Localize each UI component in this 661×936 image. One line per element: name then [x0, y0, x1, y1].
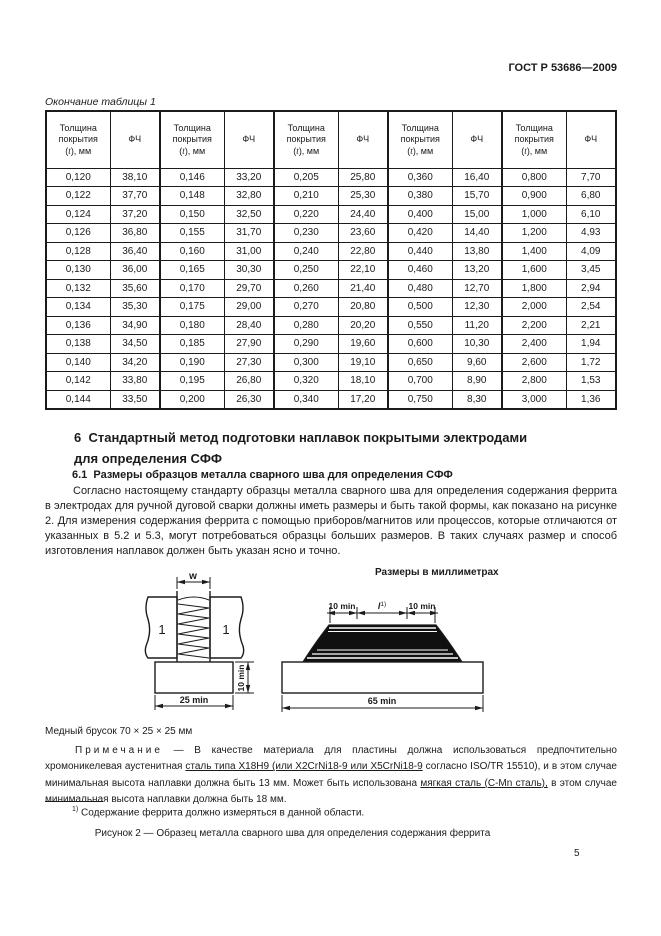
table-cell: 23,60	[338, 224, 388, 243]
table-cell: 0,195	[160, 372, 224, 391]
table-cell: 28,40	[224, 316, 274, 335]
section-6-heading	[74, 427, 579, 469]
table-cell: 12,70	[452, 279, 502, 298]
table-cell: 0,460	[388, 261, 452, 280]
col-header-fn: ФЧ	[110, 111, 160, 168]
table-cell: 24,40	[338, 205, 388, 224]
table-cell: 34,50	[110, 335, 160, 354]
col-header-thickness: Толщина покрытия (t), мм	[388, 111, 452, 168]
table-cell: 0,340	[274, 390, 338, 409]
table-cell: 36,40	[110, 242, 160, 261]
footnote-separator	[45, 801, 103, 802]
table-cell: 2,94	[566, 279, 616, 298]
table-cell: 32,80	[224, 187, 274, 206]
table-cell: 21,40	[338, 279, 388, 298]
table-cell: 0,190	[160, 353, 224, 372]
figure-2-drawing	[45, 558, 616, 720]
left-base-dim-label: 25 min	[179, 695, 209, 705]
table-cell: 0,550	[388, 316, 452, 335]
table-cell: 0,360	[388, 168, 452, 187]
table-cell: 17,20	[338, 390, 388, 409]
col-header-thickness: Толщина покрытия (t), мм	[160, 111, 224, 168]
section-6-heading-line2: для определения СФФ	[74, 451, 222, 466]
table-continuation-label: Окончание таблицы 1	[45, 96, 156, 108]
table-cell: 0,148	[160, 187, 224, 206]
table-cell: 33,50	[110, 390, 160, 409]
table-cell: 38,10	[110, 168, 160, 187]
table-cell: 0,600	[388, 335, 452, 354]
note-paragraph	[45, 743, 617, 809]
table-cell: 27,90	[224, 335, 274, 354]
table-cell: 0,160	[160, 242, 224, 261]
table-cell: 0,126	[46, 224, 110, 243]
table-cell: 0,138	[46, 335, 110, 354]
table-cell: 37,20	[110, 205, 160, 224]
table-cell: 22,80	[338, 242, 388, 261]
table-cell: 35,30	[110, 298, 160, 317]
left-base-plate	[155, 662, 233, 693]
table-cell: 0,142	[46, 372, 110, 391]
table-cell: 0,260	[274, 279, 338, 298]
col-header-fn: ФЧ	[452, 111, 502, 168]
table-cell: 11,20	[452, 316, 502, 335]
table-cell: 1,36	[566, 390, 616, 409]
right-base-dim-label: 65 min	[367, 696, 397, 706]
table-cell: 0,700	[388, 372, 452, 391]
table-cell: 0,240	[274, 242, 338, 261]
right-base-plate	[282, 662, 483, 693]
table-cell: 0,750	[388, 390, 452, 409]
table-cell: 30,30	[224, 261, 274, 280]
col-header-thickness: Толщина покрытия (t), мм	[46, 111, 110, 168]
table-cell: 25,30	[338, 187, 388, 206]
table-cell: 0,900	[502, 187, 566, 206]
table-cell: 7,70	[566, 168, 616, 187]
table-cell: 31,70	[224, 224, 274, 243]
table-cell: 0,800	[502, 168, 566, 187]
table-cell: 0,480	[388, 279, 452, 298]
table-cell: 0,165	[160, 261, 224, 280]
table-row	[46, 279, 616, 298]
table-cell: 13,80	[452, 242, 502, 261]
table-cell: 33,20	[224, 168, 274, 187]
table-cell: 26,30	[224, 390, 274, 409]
right-block-number: 1	[222, 622, 230, 637]
note-text: согласно ISO/TR 15510), и в этом случае минимальная высота наплавки должна быть 13 мм. Может быть использована	[45, 761, 617, 789]
table-row	[46, 187, 616, 206]
table-row	[46, 390, 616, 409]
table-cell: 0,380	[388, 187, 452, 206]
table-row	[46, 224, 616, 243]
table-cell: 3,000	[502, 390, 566, 409]
col-header-thickness: Толщина покрытия (t), мм	[502, 111, 566, 168]
table-cell: 1,200	[502, 224, 566, 243]
table-cell: 34,90	[110, 316, 160, 335]
table-cell: 16,40	[452, 168, 502, 187]
table-cell: 9,60	[452, 353, 502, 372]
table-cell: 0,134	[46, 298, 110, 317]
weld-beads	[178, 597, 209, 658]
table-cell: 19,10	[338, 353, 388, 372]
table-cell: 1,72	[566, 353, 616, 372]
table-cell: 0,650	[388, 353, 452, 372]
table-cell: 0,170	[160, 279, 224, 298]
table-row	[46, 298, 616, 317]
table-cell: 2,54	[566, 298, 616, 317]
right-left-dim-label: 10 min	[328, 601, 356, 611]
table-cell: 0,220	[274, 205, 338, 224]
table-cell: 12,30	[452, 298, 502, 317]
table-cell: 2,800	[502, 372, 566, 391]
table-cell: 0,200	[160, 390, 224, 409]
table-cell: 2,21	[566, 316, 616, 335]
table-cell: 2,600	[502, 353, 566, 372]
table-cell: 0,155	[160, 224, 224, 243]
table-cell: 0,150	[160, 205, 224, 224]
footnote-marker: 1)	[72, 806, 79, 813]
table-cell: 0,440	[388, 242, 452, 261]
right-right-dim-label: 10 min	[408, 601, 436, 611]
table-cell: 2,200	[502, 316, 566, 335]
table-cell: 3,45	[566, 261, 616, 280]
col-header-thickness: Толщина покрытия (t), мм	[274, 111, 338, 168]
table-cell: 0,420	[388, 224, 452, 243]
table-cell: 27,30	[224, 353, 274, 372]
col-header-fn: ФЧ	[338, 111, 388, 168]
table-cell: 26,80	[224, 372, 274, 391]
table-cell: 15,70	[452, 187, 502, 206]
table-cell: 6,10	[566, 205, 616, 224]
copper-bar-label: Медный брусок 70 × 25 × 25 мм	[45, 726, 193, 737]
table-cell: 4,93	[566, 224, 616, 243]
table-cell: 37,70	[110, 187, 160, 206]
table-cell: 6,80	[566, 187, 616, 206]
table-cell: 22,10	[338, 261, 388, 280]
table-row	[46, 316, 616, 335]
table-cell: 29,00	[224, 298, 274, 317]
table-cell: 0,140	[46, 353, 110, 372]
table-cell: 13,20	[452, 261, 502, 280]
table-cell: 36,80	[110, 224, 160, 243]
table-row	[46, 372, 616, 391]
ferrite-number-table	[45, 110, 617, 410]
note-underlined-text: сталь типа Х18Н9 (или X2CrNi18-9 или X5CrNi18-9	[185, 761, 423, 773]
table-row	[46, 242, 616, 261]
footnote-text: Содержание феррита должно измеряться в данной области.	[81, 807, 365, 819]
deposit-length-dim-label: $l^{1)}$	[377, 601, 387, 611]
table-cell: 2,400	[502, 335, 566, 354]
footnote	[45, 806, 617, 818]
table-cell: 0,132	[46, 279, 110, 298]
left-block-number: 1	[158, 622, 166, 637]
table-row	[46, 261, 616, 280]
table-cell: 0,146	[160, 168, 224, 187]
table-cell: 33,80	[110, 372, 160, 391]
page-number: 5	[574, 848, 580, 859]
table-cell: 25,80	[338, 168, 388, 187]
table-cell: 18,10	[338, 372, 388, 391]
w-dimension-label: w	[189, 571, 197, 582]
table-body	[46, 168, 616, 409]
table-cell: 0,320	[274, 372, 338, 391]
table-row	[46, 205, 616, 224]
table-cell: 0,136	[46, 316, 110, 335]
table-cell: 0,124	[46, 205, 110, 224]
table-cell: 1,800	[502, 279, 566, 298]
table-cell: 0,500	[388, 298, 452, 317]
right-diagram	[282, 601, 483, 712]
table-cell: 0,270	[274, 298, 338, 317]
table-cell: 0,128	[46, 242, 110, 261]
table-cell: 8,30	[452, 390, 502, 409]
note-label: Примечание	[75, 745, 163, 756]
table-cell: 0,175	[160, 298, 224, 317]
col-header-fn: ФЧ	[224, 111, 274, 168]
section-6-1-paragraph: Согласно настоящему стандарту образцы металла сварного шва для определения содержания феррита в электродах для ручной дуговой сварки должны иметь размеры и быть такой формы, как показано на рисунке 2. Для измерения содержания феррита с помощью приборов/магнитов или процессов, которые отличаются от указанных в 5.2 и 5.3, могут потребоваться образцы больших размеров. В таких случаях размер и способ изготовления наплавок должен быть указан ясно и точно.	[45, 485, 617, 557]
table-cell: 0,230	[274, 224, 338, 243]
table-cell: 0,185	[160, 335, 224, 354]
note-text: в этом случае минимальная высота наплавки должна быть 18 мм.	[45, 777, 617, 806]
table-cell: 8,90	[452, 372, 502, 391]
note-text: — В качестве материала для пластины должна использоваться предпочтительно хромоникелевая аустенитная	[45, 745, 617, 773]
table-cell: 0,290	[274, 335, 338, 354]
section-6-heading-line1: 6 Стандартный метод подготовки наплавок покрытыми электродами	[74, 430, 528, 445]
table-cell: 1,53	[566, 372, 616, 391]
table-cell: 20,20	[338, 316, 388, 335]
table-cell: 0,205	[274, 168, 338, 187]
table-cell: 19,60	[338, 335, 388, 354]
table-cell: 0,300	[274, 353, 338, 372]
table-cell: 2,000	[502, 298, 566, 317]
table-cell: 34,20	[110, 353, 160, 372]
table-cell: 35,60	[110, 279, 160, 298]
note-underlined-text: мягкая сталь (C-Mn сталь),	[420, 777, 548, 789]
table-cell: 0,210	[274, 187, 338, 206]
table-cell: 0,120	[46, 168, 110, 187]
table-cell: 1,600	[502, 261, 566, 280]
table-cell: 0,400	[388, 205, 452, 224]
table-row	[46, 168, 616, 187]
figure-caption: Рисунок 2 — Образец металла сварного шва для определения содержания феррита	[94, 828, 491, 839]
figure-units-label: Размеры в миллиметрах	[375, 567, 499, 578]
table-cell: 36,00	[110, 261, 160, 280]
table-cell: 0,130	[46, 261, 110, 280]
table-cell: 0,180	[160, 316, 224, 335]
table-cell: 0,250	[274, 261, 338, 280]
table-cell: 20,80	[338, 298, 388, 317]
col-header-fn: ФЧ	[566, 111, 616, 168]
table-cell: 1,94	[566, 335, 616, 354]
weld-deposit-mound	[303, 625, 462, 662]
table-cell: 31,00	[224, 242, 274, 261]
section-6-1-heading: 6.1 Размеры образцов металла сварного шва для определения СФФ	[72, 469, 453, 481]
table-cell: 29,70	[224, 279, 274, 298]
table-cell: 4,09	[566, 242, 616, 261]
table-row	[46, 335, 616, 354]
table-cell: 10,30	[452, 335, 502, 354]
table-cell: 1,400	[502, 242, 566, 261]
table-cell: 32,50	[224, 205, 274, 224]
table-header-row	[46, 111, 616, 168]
table-cell: 0,122	[46, 187, 110, 206]
table-row	[46, 353, 616, 372]
left-height-dim-label: 10 min	[236, 664, 246, 692]
table-cell: 0,144	[46, 390, 110, 409]
table-cell: 14,40	[452, 224, 502, 243]
table-cell: 0,280	[274, 316, 338, 335]
table-cell: 1,000	[502, 205, 566, 224]
table-cell: 15,00	[452, 205, 502, 224]
document-number: ГОСТ Р 53686—2009	[508, 62, 617, 74]
